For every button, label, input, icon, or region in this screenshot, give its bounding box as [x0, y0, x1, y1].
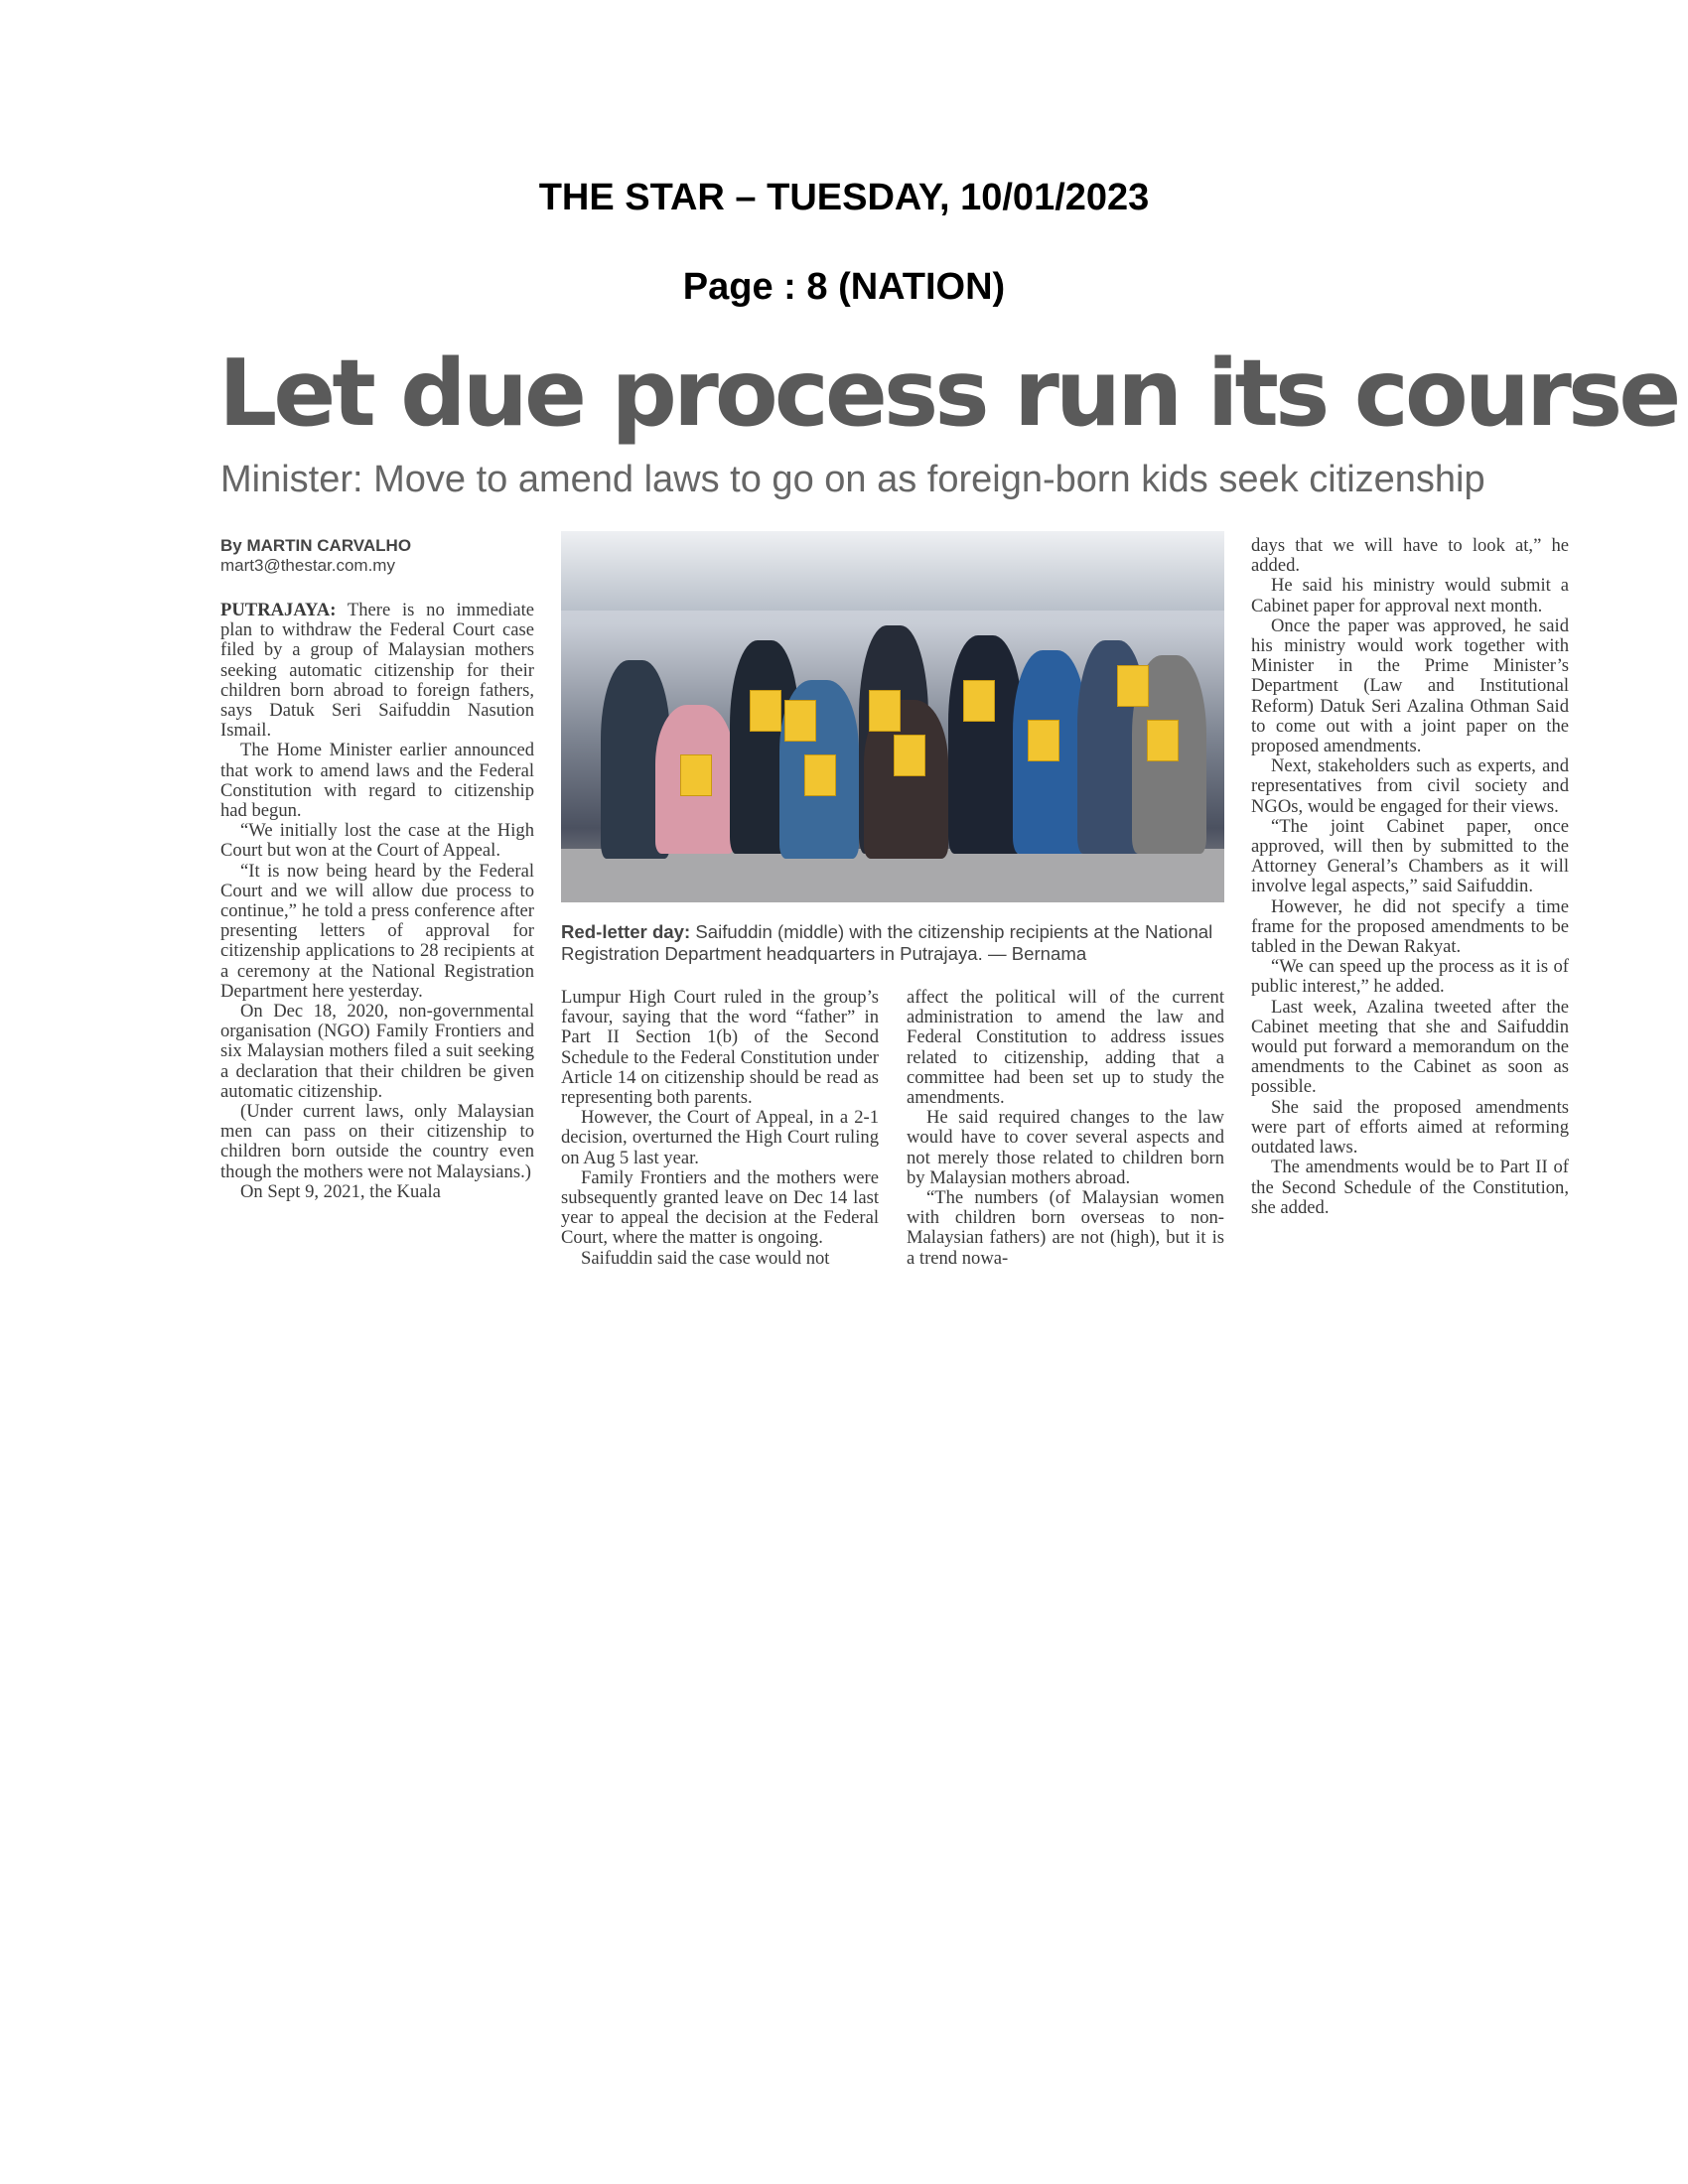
paragraph: Last week, Azalina tweeted after the Cabinet meeting that she and Saifuddin would put forward a memorandum on the amendments to the Cabinet as soon as possible.: [1251, 996, 1569, 1098]
certificate-doc: [680, 754, 712, 796]
paragraph: The Home Minister earlier announced that work to amend laws and the Federal Constitution with regard to citizenship had begun.: [220, 740, 534, 822]
paragraph: Saifuddin said the case would not: [581, 1247, 830, 1269]
article-column-3: [907, 988, 1224, 1269]
paragraph-text: There is no immediate plan to withdraw the Federal Court case filed by a group of Malaysian mothers seeking automatic citizenship for their children born abroad to foreign fathers, says Datuk Seri Saifuddin Nasution Ismail.: [220, 600, 534, 742]
dateline: PUTRAJAYA:: [220, 600, 337, 620]
certificate-doc: [963, 680, 995, 722]
paragraph: days that we will have to look at,” he added.: [1251, 535, 1569, 577]
paragraph: [220, 601, 534, 741]
author-email: mart3@thestar.com.my: [220, 556, 395, 575]
certificate-doc: [784, 700, 816, 742]
paragraph: On Dec 18, 2020, non-governmental organisation (NGO) Family Frontiers and six Malaysian mothers filed a suit seeking a declaration that their children be given automatic citizenship.: [220, 1001, 534, 1102]
byline-block: [220, 536, 411, 576]
paragraph: “We can speed up the process as it is of public interest,” he added.: [1251, 956, 1569, 998]
article-column-2: [561, 988, 879, 1269]
paragraph: He said his ministry would submit a Cabinet paper for approval next month.: [1251, 575, 1569, 616]
paragraph: “The numbers (of Malaysian women with children born overseas to non-Malaysian fathers) are not (high), but it is a trend nowa-: [907, 1187, 1224, 1269]
byline: By MARTIN CARVALHO: [220, 536, 412, 555]
certificate-doc: [1028, 720, 1059, 761]
paragraph: Next, stakeholders such as experts, and representatives from civil society and NGOs, would be engaged for their views.: [1251, 755, 1569, 817]
article-column-4: [1251, 536, 1569, 1218]
paragraph: Lumpur High Court ruled in the group’s favour, saying that the word “father” in Part II Section 1(b) of the Second Schedule to the Federal Constitution under Article 14 on citizenship should be read as representing both parents.: [561, 987, 879, 1109]
certificate-doc: [869, 690, 901, 732]
paragraph: affect the political will of the current administration to amend the law and Federal Constitution to address issues related to citizenship, adding that a committee had been set up to study the amendments.: [907, 987, 1224, 1109]
photo-figure: [948, 635, 1023, 854]
headline: Let due process run its course: [218, 340, 1678, 447]
certificate-doc: [750, 690, 781, 732]
page-label: Page : 8 (NATION): [682, 266, 1006, 308]
photo-caption: [561, 921, 1224, 965]
paragraph: “The joint Cabinet paper, once approved, will then by submitted to the Attorney General’s Chambers as it will involve legal aspects,” said Saifuddin.: [1251, 815, 1569, 897]
paragraph: He said required changes to the law would have to cover several aspects and not merely those related to children born by Malaysian mothers abroad.: [907, 1107, 1224, 1188]
paragraph: Once the paper was approved, he said his ministry would work together with Minister in the Prime Minister’s Department (Law and Institutional Reform) Datuk Seri Azalina Othman Said to come out with a joint paper on the proposed amendments.: [1251, 614, 1569, 757]
subheadline: Minister: Move to amend laws to go on as foreign-born kids seek citizenship: [220, 459, 1485, 500]
publication-header: THE STAR – TUESDAY, 10/01/2023: [538, 177, 1150, 218]
paragraph: “We initially lost the case at the High Court but won at the Court of Appeal.: [220, 820, 534, 862]
caption-lead: Red-letter day:: [561, 921, 691, 942]
paragraph: However, the Court of Appeal, in a 2-1 decision, overturned the High Court ruling on Aug 5 last year.: [561, 1107, 879, 1168]
caption-text: Saifuddin (middle) with the citizenship recipients at the National Registration Department headquarters in Putrajaya. — Bernama: [561, 921, 1213, 964]
paragraph: (Under current laws, only Malaysian men can pass on their citizenship to children born outside the country even though the mothers were not Malaysians.): [220, 1101, 534, 1182]
certificate-doc: [1117, 665, 1149, 707]
paragraph: Family Frontiers and the mothers were subsequently granted leave on Dec 14 last year to appeal the decision at the Federal Court, where the matter is ongoing.: [561, 1166, 879, 1249]
news-photo: [561, 531, 1224, 902]
paragraph: On Sept 9, 2021, the Kuala: [240, 1180, 441, 1202]
paragraph: However, he did not specify a time frame for the proposed amendments to be tabled in the Dewan Rakyat.: [1251, 895, 1569, 958]
certificate-doc: [804, 754, 836, 796]
paragraph: “It is now being heard by the Federal Court and we will allow due process to continue,” he told a press conference after presenting letters of approval for citizenship applications to 28 recipients at a ceremony at the National Registration Department here yesterday.: [220, 860, 534, 1002]
certificate-doc: [1147, 720, 1179, 761]
article-column-1: [220, 601, 534, 1202]
photo-ceiling: [561, 531, 1224, 611]
certificate-doc: [894, 735, 925, 776]
paragraph: She said the proposed amendments were part of efforts aimed at reforming outdated laws.: [1251, 1096, 1569, 1159]
paragraph: The amendments would be to Part II of the Second Schedule of the Constitution, she added.: [1251, 1157, 1569, 1218]
